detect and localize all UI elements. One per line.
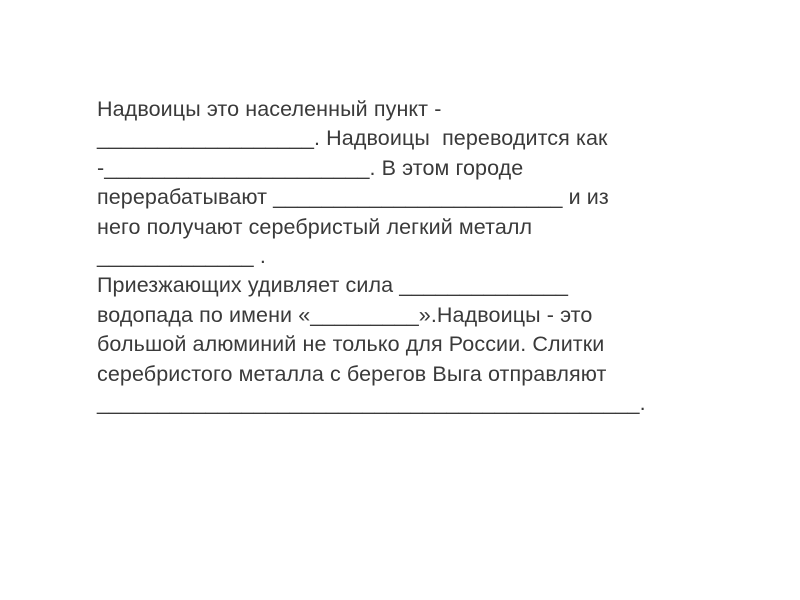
text-line-1: Надвоицы это населенный пункт - <box>97 97 442 121</box>
worksheet-text <box>97 95 757 418</box>
text-line-11: _____________________________________________. <box>97 390 646 415</box>
text-line-2: __________________. Надвоицы переводится как <box>97 126 608 151</box>
text-line-5: него получают серебристый легкий металл <box>97 214 533 239</box>
text-line-7: Приезжающих удивляет сила ______________ <box>97 273 569 298</box>
text-line-4: перерабатывают ________________________ и из <box>97 185 609 210</box>
text-line-3: -______________________. В этом городе <box>97 155 524 180</box>
text-line-9: большой алюминий не только для России. Слитки <box>97 332 605 357</box>
text-line-6: _____________ . <box>97 243 266 268</box>
text-line-10: серебристого металла с берегов Выга отправляют <box>97 361 607 386</box>
text-line-8: водопада по имени «_________».Надвоицы - это <box>97 302 593 327</box>
